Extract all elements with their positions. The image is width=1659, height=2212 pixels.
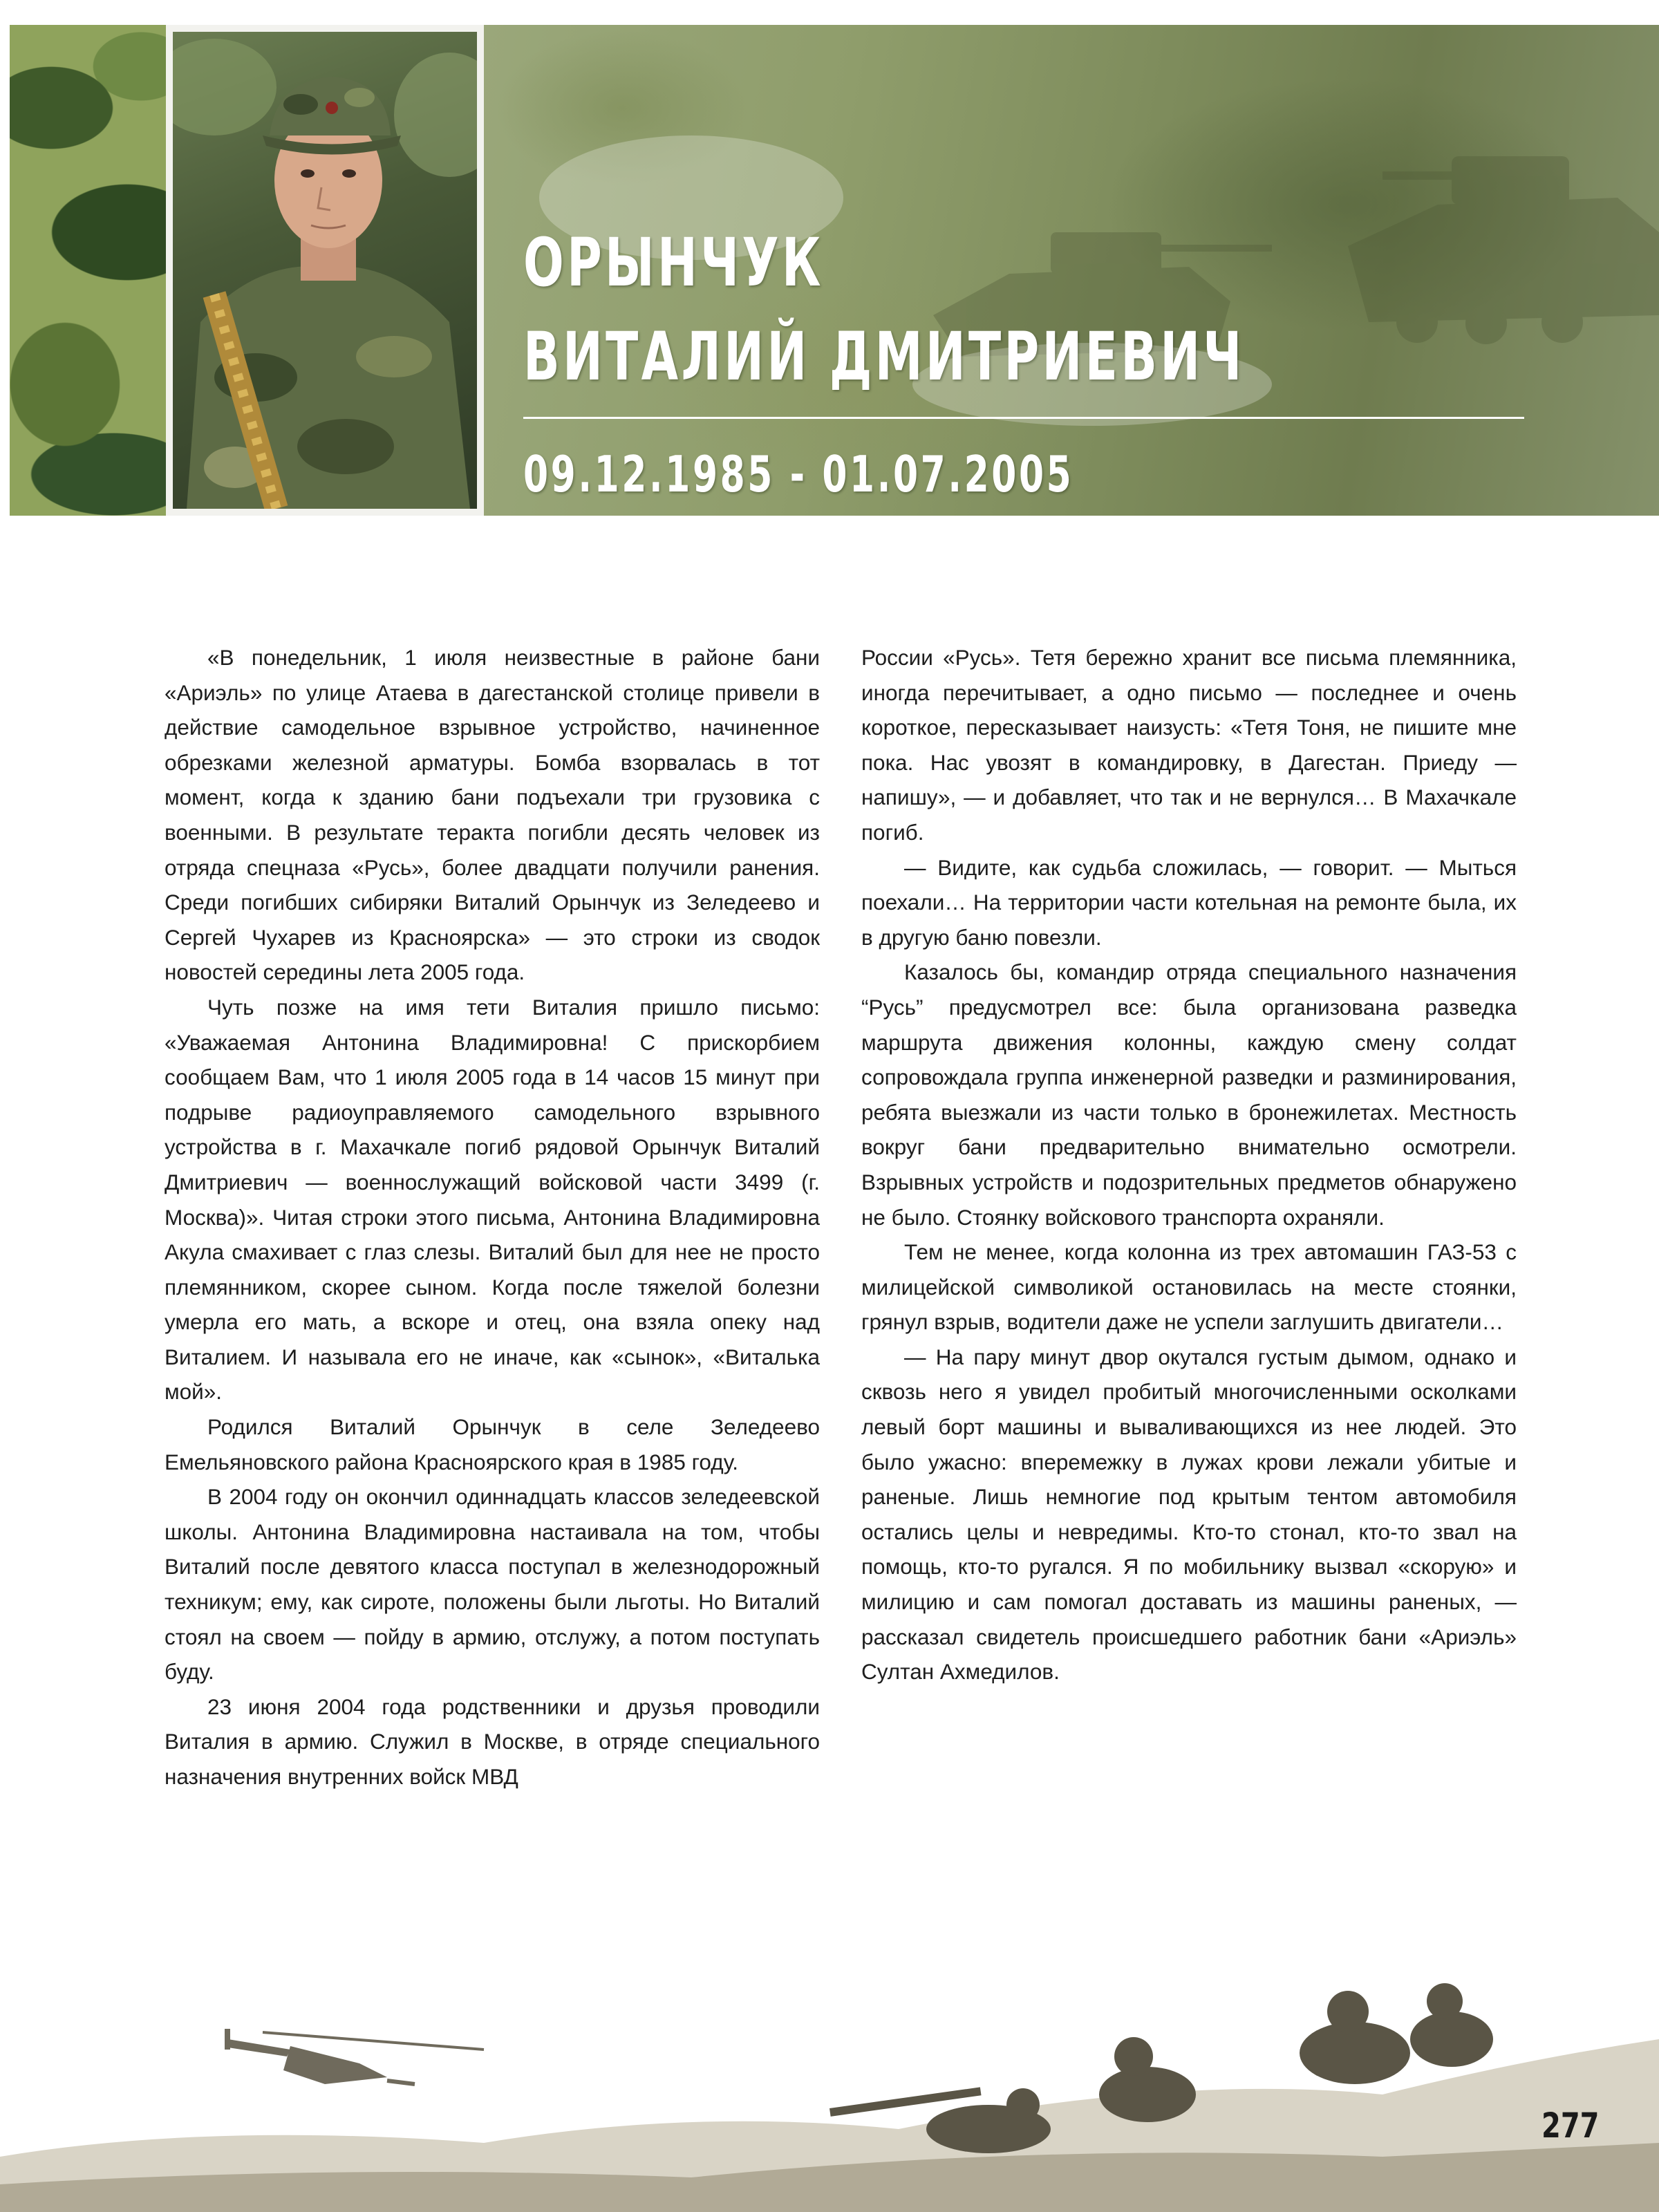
paragraph: 23 июня 2004 года родственники и друзья проводили Виталия в армию. Служил в Москве, в отряде специального назначения внутренних войск МВД [165,1694,820,1789]
page-number: 277 [1541,2106,1600,2146]
paragraph: Чуть позже на имя тети Виталия пришло письмо: «Уважаемая Антонина Владимировна! С прискорбием сообщаем Вам, что 1 июля 2005 года в 14 часов 15 минут при подрыве радиоуправляемого самодельного взрывного устройства в г. Махачкале погиб рядовой Орынчук Виталий Дмитриевич — военнослужащий войсковой части 3499 (г. Москва)». Читая строки этого письма, Антонина Владимировна Акула смахивает с глаз слезы. Виталий был для нее не просто племянником, скорее сыном. Когда после тяжелой болезни умерла его мать, а вскоре и отец, она взяла опеку над Виталием. И называла его не иначе, как «сынок», «Виталька мой». [165,994,820,1405]
header-banner [484,25,1659,516]
given-names-title: ВИТАЛИЙ ДМИТРИЕВИЧ [523,318,1245,395]
paragraph: — Видите, как судьба сложилась, — говорит. — Мыться поехали… На территории части котельная на ремонте была, их в другую баню повезли. [861,854,1517,950]
soldier-portrait [173,32,477,509]
paragraph: России «Русь». Тетя бережно хранит все письма племянника, иногда перечитывает, а одно письмо — последнее и очень короткое, пересказывает наизусть: «Тетя Тоня, не пишите мне пока. Нас увозят в командировку, в Дагестан. Приеду — напишу», — и добавляет, что так и не вернулся… В Махачкале погиб. [861,645,1517,845]
article-column-left [165,640,820,1794]
paragraph: — На пару минут двор окутался густым дымом, однако и сквозь него я увидел пробитый многочисленными осколками левый борт машины и вываливающихся из нее людей. Это было ужасно: вперемежку в лужах крови лежали убитые и раненые. Лишь немногие под крытым тентом автомобиля остались целы и невредимы. Кто-то стонал, кто-то звал на помощь, кто-то ругался. Я по мобильнику вызвал «скорую» и милицию и сам помогал доставать из машины раненых, — рассказал свидетель происшедшего работник бани «Ариэль» Султан Ахмедилов. [861,1344,1517,1685]
paragraph: Родился Виталий Орынчук в селе Зеледеево Емельяновского района Красноярского края в 1985 году. [165,1414,820,1474]
helicopter-icon [225,2029,484,2084]
paragraph: Казалось бы, командир отряда специального назначения “Русь” предусмотрел все: была организована разведка маршрута движения колонны, каждую смену солдат сопровождала группа инженерной разведки и разминирования, ребята выезжали из части только в бронежилетах. Местность вокруг бани предварительно внимательно осмотрели. Взрывных устройств и подозрительных предметов обнаружено не было. Стоянку войскового транспорта охраняли. [861,959,1517,1230]
article-column-right [861,640,1517,1689]
title-divider [523,417,1524,419]
soldier-portrait-drawing [173,32,477,509]
life-dates: 09.12.1985 - 01.07.2005 [523,445,1074,503]
surname-title: ОРЫНЧУК [523,224,824,301]
footer-battle-scene [0,1936,1659,2212]
paragraph: Тем не менее, когда колонна из трех автомашин ГАЗ-53 с милицейской символикой остановилась на месте стоянки, грянул взрыв, водители даже не успели заглушить двигатели… [861,1239,1517,1335]
portrait-frame [166,25,484,516]
camouflage-strip [10,25,166,516]
paragraph: В 2004 году он окончил одиннадцать классов зеледеевской школы. Антонина Владимировна настаивала на том, чтобы Виталий после девятого класса поступал в железнодорожный техникум; ему, как сироте, положены были льготы. Но Виталий стоял на своем — пойду в армию, отслужу, а потом поступать буду. [165,1484,820,1685]
paragraph: «В понедельник, 1 июля неизвестные в районе бани «Ариэль» по улице Атаева в дагестанской столице привели в действие самодельное взрывное устройство, начиненное обрезками железной арматуры. Бомба взорвалась в тот момент, когда к зданию бани подъехали три грузовика с военными. В результате теракта погибли десять человек из отряда спецназа «Русь», более двадцати получили ранения. Среди погибших сибиряки Виталий Орынчук из Зеледеево и Сергей Чухарев из Красноярска» — это строки из сводок новостей середины лета 2005 года. [165,645,820,985]
